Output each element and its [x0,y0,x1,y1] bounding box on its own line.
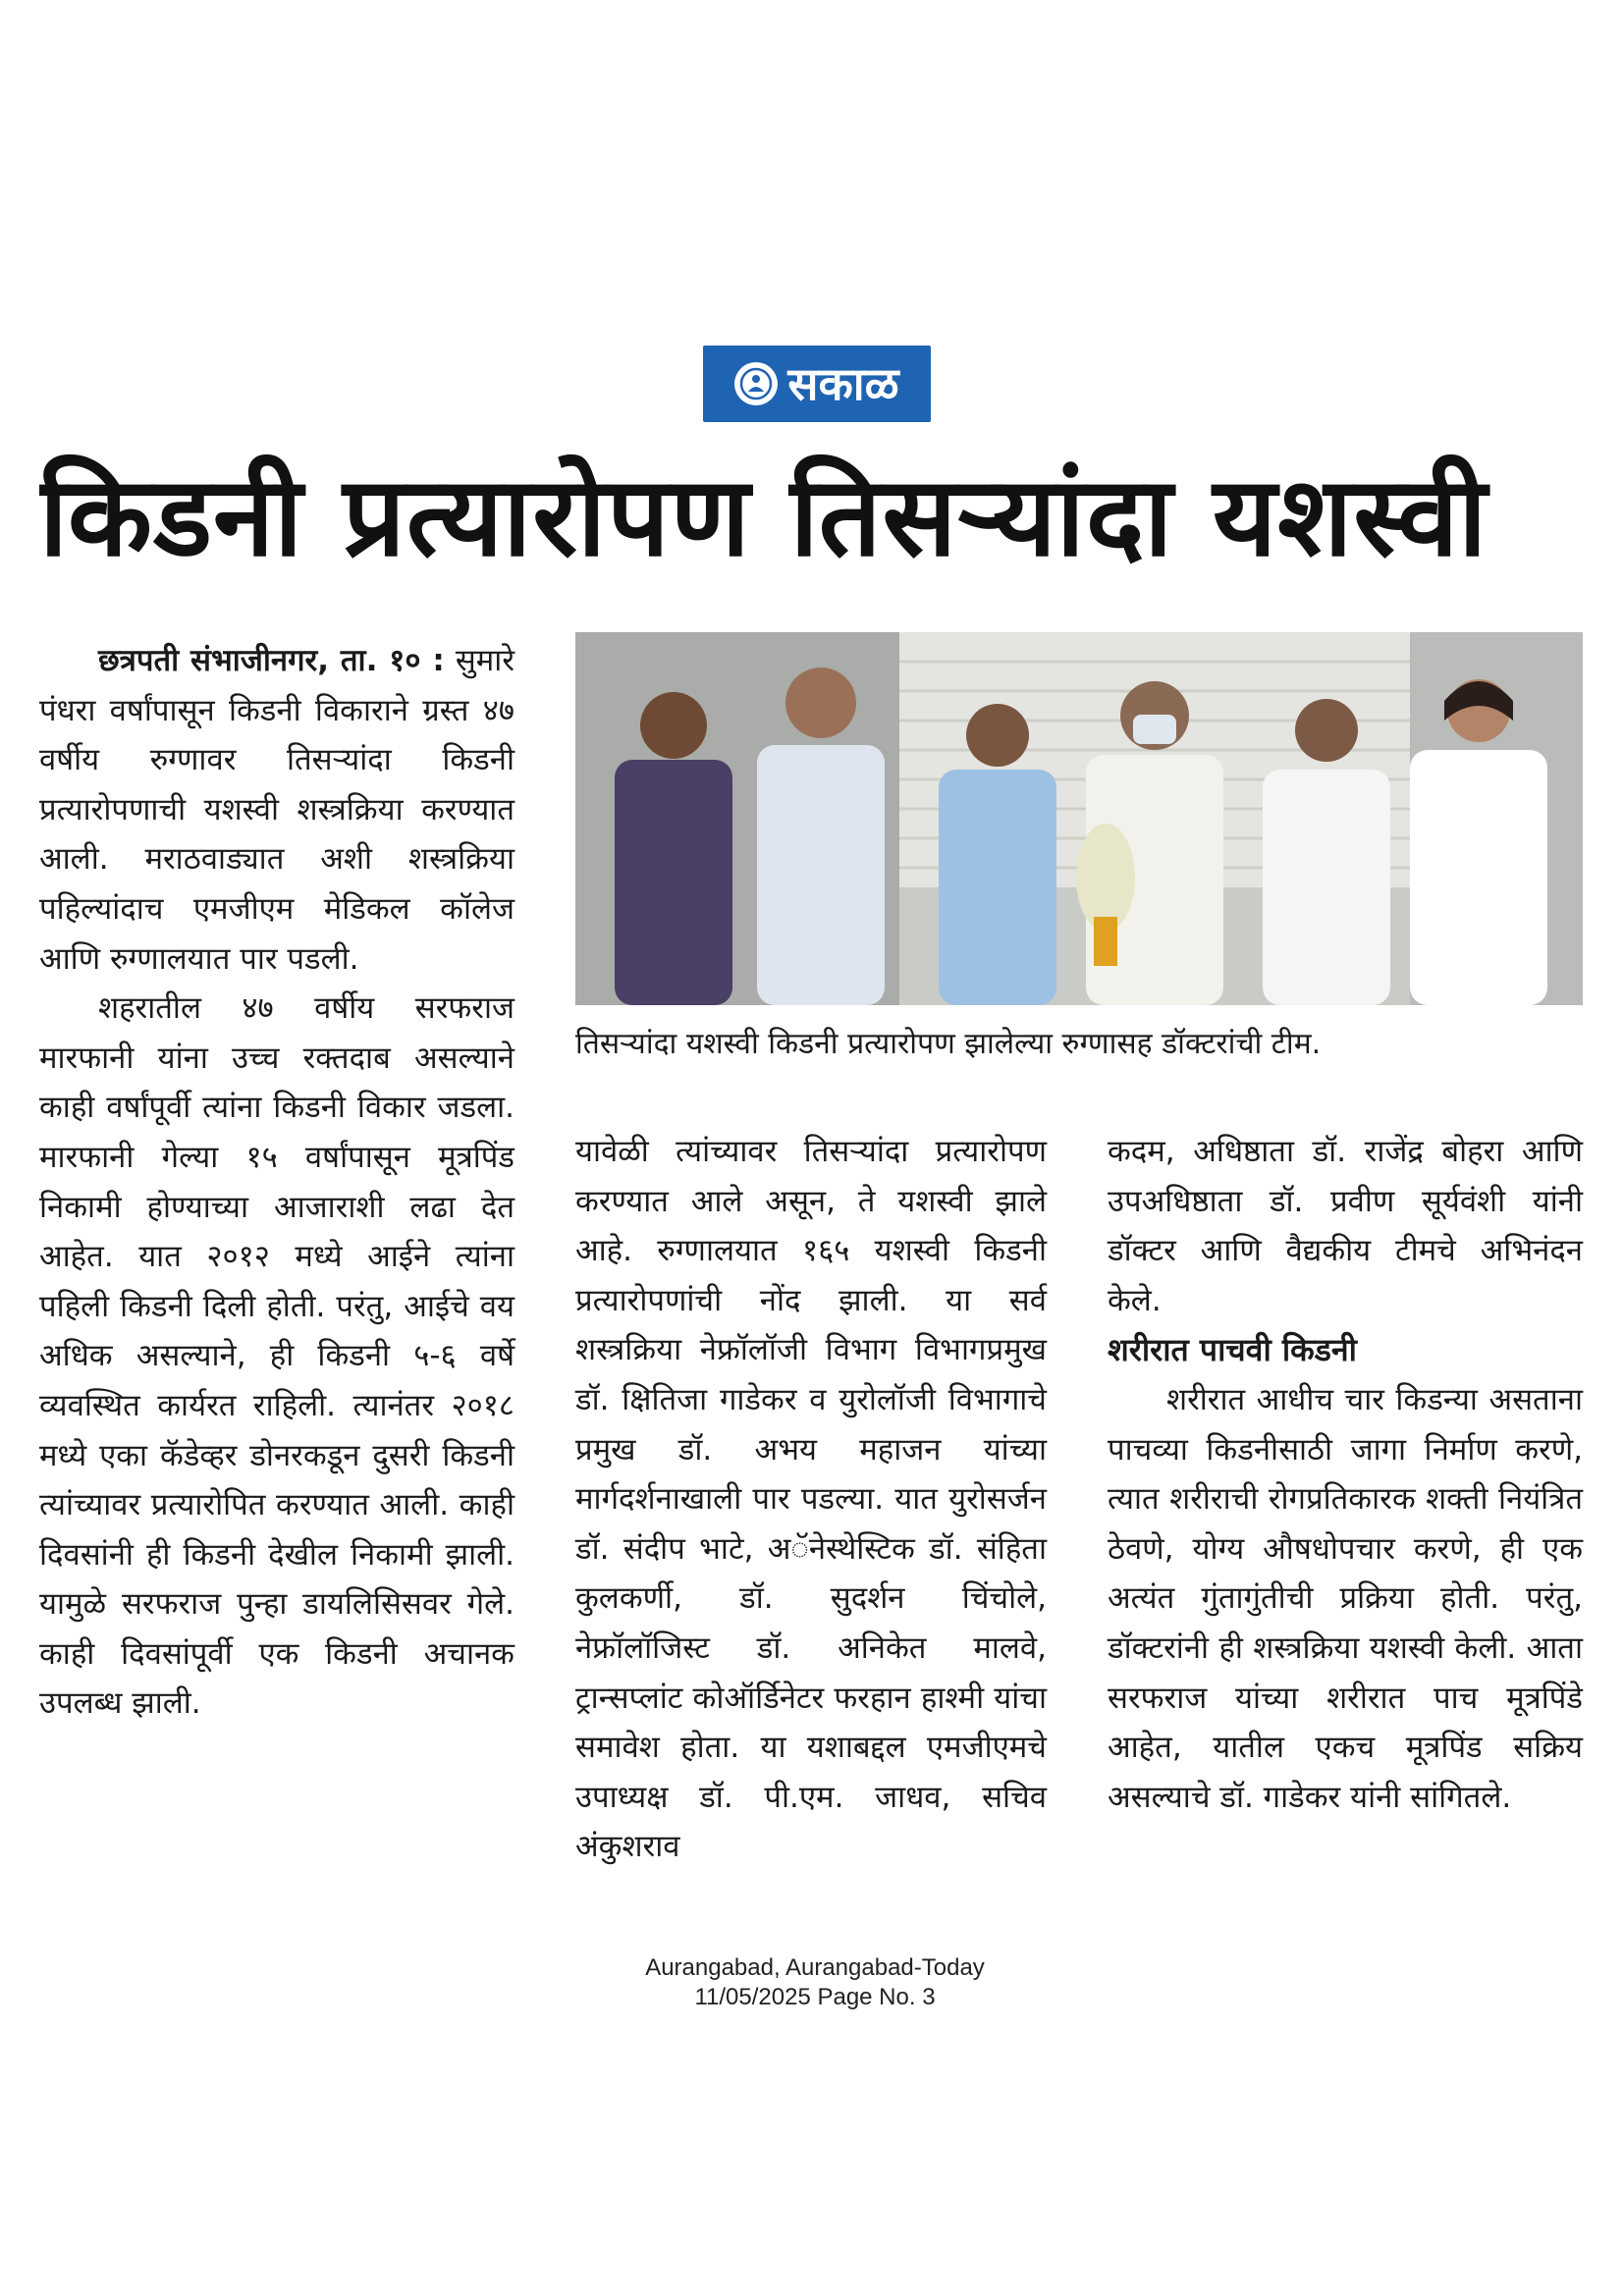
logo-text: सकाळ [787,357,899,410]
newspaper-logo [703,346,931,422]
article-headline: किडनी प्रत्यारोपण तिसऱ्यांदा यशस्वी [39,454,1488,581]
photo-caption: तिसऱ्यांदा यशस्वी किडनी प्रत्यारोपण झालेल्या रुग्णासह डॉक्टरांची टीम. [575,1027,1322,1061]
body-paragraph-3: यावेळी त्यांच्यावर तिसऱ्यांदा प्रत्यारोपण करण्यात आले असून, ते यशस्वी झाले आहे. रुग्णालयात १६५ यशस्वी किडनी प्रत्यारोपणांची नोंद झाली. या सर्व शस्त्रक्रिया नेफ्रॉलॉजी विभाग विभागप्रमुख डॉ. क्षितिजा गाडेकर व युरोलॉजी विभागाचे प्रमुख डॉ. अभय महाजन यांच्या मार्गदर्शनाखाली पार पडल्या. यात युरोसर्जन डॉ. संदीप भाटे, अॅनेस्थेस्टिक डॉ. संहिता कुलकर्णी, डॉ. सुदर्शन चिंचोले, नेफ्रॉलॉजिस्ट डॉ. अनिकेत मालवे, ट्रान्सप्लांट कोऑर्डिनेटर फरहान हाश्मी यांचा समावेश होता. या यशाबद्दल एमजीएमचे उपाध्यक्ष डॉ. पी.एम. जाधव, सचिव अंकुशराव [575,1134,1047,1865]
article-column-2 [575,1127,1047,1872]
article-column-3 [1108,1127,1583,1822]
body-paragraph-5: शरीरात आधीच चार किडन्या असताना पाचव्या किडनीसाठी जागा निर्माण करणे, त्यात शरीराची रोगप्रतिकारक शक्ती नियंत्रित ठेवणे, योग्य औषधोपचार करणे, ही एक अत्यंत गुंतागुंतीची प्रक्रिया होती. परंतु, डॉक्टरांनी ही शस्त्रक्रिया यशस्वी केली. आता सरफराज यांच्या शरीरात पाच मूत्रपिंडे आहेत, यातील एकच मूत्रपिंड सक्रिय असल्याचे डॉ. गाडेकर यांनी सांगितले. [1108,1381,1583,1815]
sakal-emblem-icon [734,362,778,405]
footer-edition: Aurangabad, Aurangabad-Today [645,1954,985,1981]
team-photo-illustration [575,632,1583,1005]
lead-paragraph [39,636,514,984]
lead-text: सुमारे पंधरा वर्षांपासून किडनी विकाराने ग्रस्त ४७ वर्षीय रुग्णावर तिसऱ्यांदा किडनी प्रत्यारोपणाची यशस्वी शस्त्रक्रिया करण्यात आली. मराठवाड्यात अशी शस्त्रक्रिया पहिल्यांदाच एमजीएम मेडिकल कॉलेज आणि रुग्णालयात पार पडली. [39,643,515,977]
article-column-1 [39,636,514,1729]
dateline: छत्रपती संभाजीनगर, ता. १० : [98,643,445,678]
subheading: शरीरात पाचवी किडनी [1108,1331,1357,1369]
page-footer [491,1953,1139,2012]
body-paragraph-2: शहरातील ४७ वर्षीय सरफराज मारफानी यांना उच्च रक्तदाब असल्याने काही वर्षांपूर्वी त्यांना किडनी विकार जडला. मारफानी गेल्या १५ वर्षांपासून मूत्रपिंड निकामी होण्याच्या आजाराशी लढा देत आहेत. यात २०१२ मध्ये आईने त्यांना पहिली किडनी दिली होती. परंतु, आईचे वय अधिक असल्याने, ही किडनी ५-६ वर्षे व्यवस्थित कार्यरत राहिली. त्यानंतर २०१८ मध्ये एका कॅडेव्हर डोनरकडून दुसरी किडनी त्यांच्यावर प्रत्यारोपित करण्यात आली. काही दिवसांनी ही किडनी देखील निकामी झाली. यामुळे सरफराज पुन्हा डायलिसिसवर गेले. काही दिवसांपूर्वी एक किडनी अचानक उपलब्ध झाली. [39,990,514,1722]
footer-date-page: 11/05/2025 Page No. 3 [694,1984,936,2010]
news-photo [575,632,1583,1005]
body-paragraph-4: कदम, अधिष्ठाता डॉ. राजेंद्र बोहरा आणि उपअधिष्ठाता डॉ. प्रवीण सूर्यवंशी यांनी डॉक्टर आणि वैद्यकीय टीमचे अभिनंदन केले. [1108,1134,1583,1318]
